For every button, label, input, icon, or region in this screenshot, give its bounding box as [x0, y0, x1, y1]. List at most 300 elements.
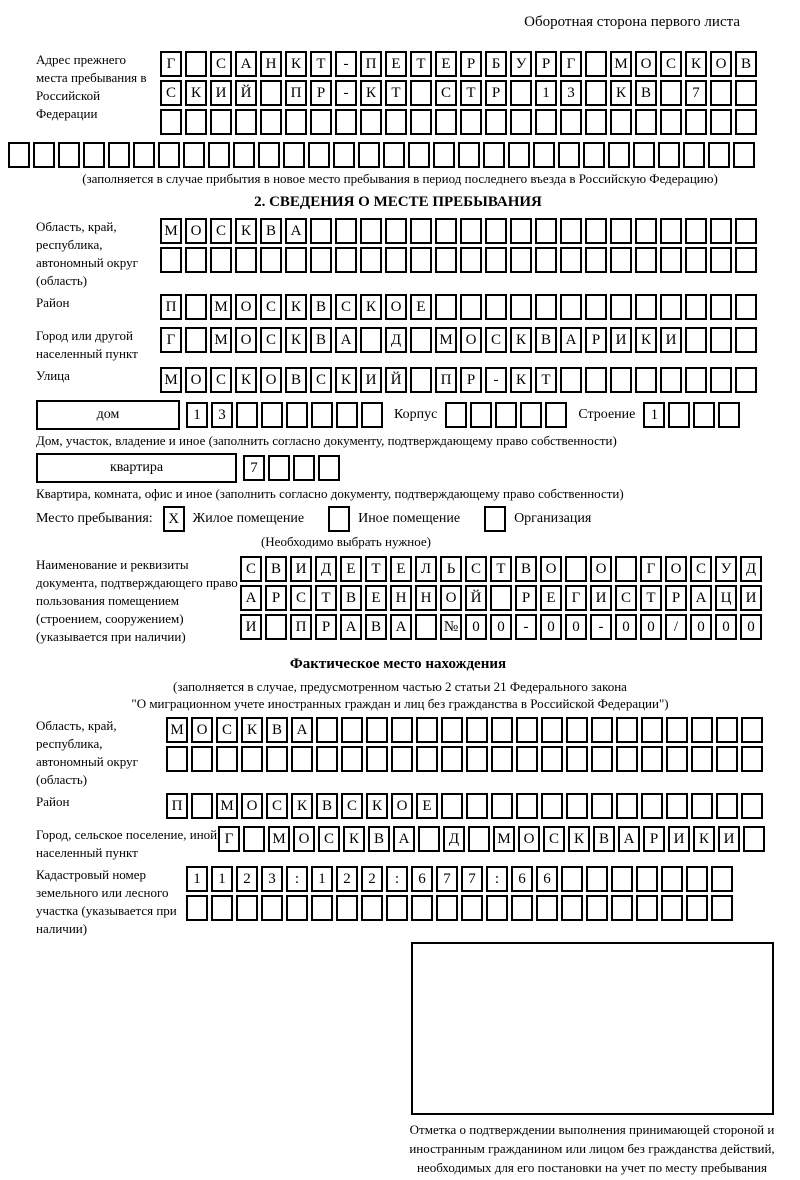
char-box	[490, 585, 512, 611]
field-cadastral	[36, 866, 760, 938]
char-box: С	[260, 294, 282, 320]
char-box	[391, 717, 413, 743]
char-box	[516, 717, 538, 743]
char-box	[510, 247, 532, 273]
char-box: 6	[536, 866, 558, 892]
char-box-row	[240, 556, 765, 582]
char-box	[360, 327, 382, 353]
char-box: Г	[560, 51, 582, 77]
char-box	[660, 109, 682, 135]
char-box: О	[590, 556, 612, 582]
char-box: Р	[515, 585, 537, 611]
char-box: О	[665, 556, 687, 582]
field-city	[36, 327, 760, 363]
char-box: 1	[643, 402, 665, 428]
char-box	[460, 294, 482, 320]
char-box	[8, 142, 30, 168]
cadastral-label: Кадастровый номер земельного или лесного участка (указывается при наличии)	[36, 867, 177, 936]
char-box: И	[660, 327, 682, 353]
char-box	[535, 247, 557, 273]
char-box	[486, 895, 508, 921]
char-box: 0	[715, 614, 737, 640]
char-box-row	[160, 80, 760, 106]
char-box	[691, 793, 713, 819]
char-box	[410, 80, 432, 106]
char-box: Ц	[715, 585, 737, 611]
char-box: Т	[385, 80, 407, 106]
char-box: 0	[540, 614, 562, 640]
char-box	[261, 895, 283, 921]
char-box: М	[493, 826, 515, 852]
char-box	[258, 142, 280, 168]
char-box	[610, 294, 632, 320]
char-box: М	[210, 294, 232, 320]
actual-region-label: Область, край, республика, автономный округ (область)	[36, 718, 138, 787]
char-box	[268, 455, 290, 481]
char-box: 0	[690, 614, 712, 640]
char-box: Б	[485, 51, 507, 77]
char-box: Е	[385, 51, 407, 77]
actual-location-note2: "О миграционном учете иностранных граждан и лиц без гражданства в Российской Федерации")	[131, 696, 669, 711]
char-box	[716, 717, 738, 743]
char-box: :	[386, 866, 408, 892]
char-box	[260, 109, 282, 135]
char-box	[585, 80, 607, 106]
char-box	[585, 109, 607, 135]
char-box: Г	[218, 826, 240, 852]
char-box	[191, 746, 213, 772]
char-box: В	[266, 717, 288, 743]
char-box	[560, 247, 582, 273]
stay-type-note: (Необходимо выбрать нужное)	[260, 534, 432, 549]
char-box: Е	[435, 51, 457, 77]
char-box: О	[440, 585, 462, 611]
char-box	[291, 746, 313, 772]
char-box: К	[366, 793, 388, 819]
char-box: 7	[243, 455, 265, 481]
actual-district-rows	[166, 793, 766, 822]
char-box	[236, 402, 258, 428]
char-box	[610, 367, 632, 393]
char-box	[335, 218, 357, 244]
char-box: О	[293, 826, 315, 852]
char-box	[266, 746, 288, 772]
char-box	[236, 895, 258, 921]
char-box	[416, 717, 438, 743]
char-box: А	[335, 327, 357, 353]
char-box	[741, 746, 763, 772]
char-box	[241, 746, 263, 772]
char-box	[586, 895, 608, 921]
usage-document-rows	[240, 556, 765, 646]
char-box: В	[340, 585, 362, 611]
char-box: А	[340, 614, 362, 640]
char-box: 1	[311, 866, 333, 892]
field-previous-address	[36, 51, 760, 138]
char-box: 3	[560, 80, 582, 106]
char-box	[408, 142, 430, 168]
char-box	[318, 455, 340, 481]
char-box	[316, 746, 338, 772]
char-box	[495, 402, 517, 428]
char-box: У	[715, 556, 737, 582]
char-box: К	[235, 367, 257, 393]
char-box	[735, 80, 757, 106]
district-label: Район	[36, 295, 70, 310]
actual-district-label: Район	[36, 794, 70, 809]
char-box	[491, 717, 513, 743]
char-box: Р	[460, 51, 482, 77]
char-box	[735, 218, 757, 244]
char-box: 1	[186, 402, 208, 428]
char-box: 2	[236, 866, 258, 892]
char-box: Р	[585, 327, 607, 353]
char-box: Е	[390, 556, 412, 582]
char-box: 1	[535, 80, 557, 106]
char-box: И	[590, 585, 612, 611]
char-box	[485, 247, 507, 273]
char-box: -	[485, 367, 507, 393]
checkbox-organization	[484, 506, 506, 532]
char-box	[265, 614, 287, 640]
char-box: 0	[740, 614, 762, 640]
char-box: Й	[385, 367, 407, 393]
char-box: П	[435, 367, 457, 393]
char-box: С	[318, 826, 340, 852]
char-box: Р	[485, 80, 507, 106]
char-box: К	[285, 51, 307, 77]
checkbox-residential: X	[163, 506, 185, 532]
char-box: Г	[160, 51, 182, 77]
char-box	[468, 826, 490, 852]
char-box: №	[440, 614, 462, 640]
char-box	[560, 109, 582, 135]
char-box: О	[518, 826, 540, 852]
char-box: И	[740, 585, 762, 611]
char-box	[416, 746, 438, 772]
char-box: И	[610, 327, 632, 353]
char-box: 0	[465, 614, 487, 640]
char-box: Т	[365, 556, 387, 582]
char-box	[410, 218, 432, 244]
char-box	[508, 142, 530, 168]
char-box	[686, 866, 708, 892]
char-box	[310, 247, 332, 273]
char-box: 6	[511, 866, 533, 892]
char-box: С	[160, 80, 182, 106]
house-type-box: дом	[36, 400, 180, 430]
char-box	[285, 247, 307, 273]
char-box	[741, 793, 763, 819]
char-box	[541, 717, 563, 743]
char-box-row	[166, 717, 766, 743]
char-box: С	[216, 717, 238, 743]
char-box	[535, 218, 557, 244]
field-district	[36, 294, 760, 323]
char-box	[410, 247, 432, 273]
char-box	[735, 247, 757, 273]
char-box-row	[186, 866, 760, 892]
char-box	[158, 142, 180, 168]
char-box	[235, 247, 257, 273]
char-box	[560, 218, 582, 244]
field-actual-region	[36, 717, 760, 789]
char-box	[83, 142, 105, 168]
char-box	[610, 218, 632, 244]
char-box	[636, 866, 658, 892]
char-box	[735, 294, 757, 320]
char-box	[661, 895, 683, 921]
char-box: 1	[211, 866, 233, 892]
char-box	[610, 109, 632, 135]
char-box	[410, 109, 432, 135]
char-box	[160, 247, 182, 273]
cadastral-rows	[186, 866, 760, 938]
char-box	[710, 218, 732, 244]
char-box	[566, 793, 588, 819]
char-box: О	[235, 294, 257, 320]
korpus-label: Корпус	[394, 407, 438, 422]
char-box: А	[235, 51, 257, 77]
char-box: 0	[640, 614, 662, 640]
char-box	[411, 895, 433, 921]
char-box: Т	[460, 80, 482, 106]
option-other-premises-label: Иное помещение	[358, 511, 461, 526]
char-box	[615, 556, 637, 582]
char-box	[711, 866, 733, 892]
char-box	[243, 826, 265, 852]
char-box	[466, 717, 488, 743]
district-rows	[160, 294, 760, 323]
char-box	[186, 895, 208, 921]
char-box	[316, 717, 338, 743]
char-box	[485, 109, 507, 135]
street-label: Улица	[36, 368, 70, 383]
char-box	[510, 218, 532, 244]
char-box	[435, 294, 457, 320]
char-box	[360, 247, 382, 273]
char-box	[185, 327, 207, 353]
char-box: Т	[310, 51, 332, 77]
char-box	[108, 142, 130, 168]
char-box	[660, 247, 682, 273]
char-box	[660, 367, 682, 393]
char-box	[510, 294, 532, 320]
char-box: К	[635, 327, 657, 353]
char-box: А	[393, 826, 415, 852]
field-apartment	[36, 453, 760, 483]
char-box: Г	[160, 327, 182, 353]
char-box	[711, 895, 733, 921]
char-box	[741, 717, 763, 743]
char-box: Р	[535, 51, 557, 77]
char-box: К	[335, 367, 357, 393]
char-box	[668, 402, 690, 428]
char-box	[535, 294, 557, 320]
char-box: -	[515, 614, 537, 640]
char-box: С	[435, 80, 457, 106]
char-box	[666, 746, 688, 772]
char-box: Т	[535, 367, 557, 393]
char-box	[610, 247, 632, 273]
char-box: Д	[740, 556, 762, 582]
char-box: Ь	[440, 556, 462, 582]
confirmation-mark-box	[411, 942, 774, 1115]
char-box	[666, 717, 688, 743]
house-number-row	[186, 402, 386, 428]
char-box	[361, 895, 383, 921]
char-box	[366, 717, 388, 743]
char-box	[211, 895, 233, 921]
char-box: М	[160, 367, 182, 393]
char-box: С	[615, 585, 637, 611]
field-region	[36, 218, 760, 290]
char-box: 7	[436, 866, 458, 892]
actual-region-rows	[166, 717, 766, 789]
char-box	[470, 402, 492, 428]
char-box	[710, 367, 732, 393]
char-box: И	[668, 826, 690, 852]
char-box	[585, 247, 607, 273]
char-box: К	[285, 294, 307, 320]
char-box: В	[285, 367, 307, 393]
char-box: С	[210, 51, 232, 77]
actual-city-rows	[218, 826, 768, 862]
char-box: О	[235, 327, 257, 353]
char-box	[445, 402, 467, 428]
char-box: О	[460, 327, 482, 353]
char-box	[516, 746, 538, 772]
char-box-row	[240, 585, 765, 611]
char-box	[341, 746, 363, 772]
char-box	[441, 793, 463, 819]
char-box	[520, 402, 542, 428]
char-box	[685, 367, 707, 393]
char-box	[635, 294, 657, 320]
char-box	[685, 327, 707, 353]
char-box	[386, 895, 408, 921]
char-box	[458, 142, 480, 168]
page-side-title: Оборотная сторона первого листа	[524, 14, 740, 30]
house-note: Дом, участок, владение и иное (заполнить согласно документу, подтверждающему право собственности)	[36, 433, 617, 448]
char-box	[441, 746, 463, 772]
char-box: М	[610, 51, 632, 77]
char-box: Р	[643, 826, 665, 852]
option-organization-label: Организация	[514, 511, 592, 526]
apartment-number-row	[243, 455, 343, 481]
char-box-row	[186, 895, 760, 921]
char-box	[691, 717, 713, 743]
char-box	[391, 746, 413, 772]
char-box	[58, 142, 80, 168]
char-box	[185, 247, 207, 273]
actual-location-note1: (заполняется в случае, предусмотренном частью 2 статьи 21 Федерального закона	[173, 679, 627, 694]
char-box: С	[341, 793, 363, 819]
char-box	[608, 142, 630, 168]
char-box: -	[590, 614, 612, 640]
char-box	[208, 142, 230, 168]
char-box: /	[665, 614, 687, 640]
char-box	[286, 895, 308, 921]
char-box: М	[160, 218, 182, 244]
char-box	[311, 402, 333, 428]
char-box	[660, 218, 682, 244]
char-box	[435, 218, 457, 244]
char-box	[460, 109, 482, 135]
stroenie-row	[643, 402, 743, 428]
char-box	[185, 294, 207, 320]
char-box: В	[316, 793, 338, 819]
char-box: С	[290, 585, 312, 611]
char-box	[735, 367, 757, 393]
checkbox-other-premises	[328, 506, 350, 532]
char-box: С	[485, 327, 507, 353]
korpus-row	[445, 402, 570, 428]
char-box	[261, 402, 283, 428]
char-box: Г	[640, 556, 662, 582]
char-box	[641, 717, 663, 743]
char-box	[585, 367, 607, 393]
apartment-type-box: квартира	[36, 453, 237, 483]
char-box	[536, 895, 558, 921]
char-box	[310, 109, 332, 135]
char-box	[566, 746, 588, 772]
char-box: В	[593, 826, 615, 852]
char-box	[633, 142, 655, 168]
char-box: С	[335, 294, 357, 320]
char-box	[733, 142, 755, 168]
char-box	[335, 109, 357, 135]
char-box: С	[210, 218, 232, 244]
char-box: К	[241, 717, 263, 743]
char-box	[533, 142, 555, 168]
char-box	[641, 746, 663, 772]
char-box	[660, 80, 682, 106]
char-box: 7	[461, 866, 483, 892]
char-box	[483, 142, 505, 168]
char-box: 3	[211, 402, 233, 428]
char-box	[336, 895, 358, 921]
char-box: А	[291, 717, 313, 743]
char-box	[383, 142, 405, 168]
previous-address-note: (заполняется в случае прибытия в новое место пребывания в период последнего въезда в Российскую Федерацию)	[82, 171, 718, 186]
char-box-row	[166, 746, 766, 772]
char-box	[310, 218, 332, 244]
confirmation-caption: Отметка о подтверждении выполнения принимающей стороной и иностранным гражданином или лицом без гражданства действий, необходимых для его постановки на учет по месту пребывания	[409, 1122, 775, 1175]
char-box	[133, 142, 155, 168]
char-box	[635, 218, 657, 244]
char-box: А	[240, 585, 262, 611]
region-rows	[160, 218, 760, 290]
char-box	[308, 142, 330, 168]
char-box: Д	[443, 826, 465, 852]
char-box: -	[335, 80, 357, 106]
char-box: П	[360, 51, 382, 77]
char-box-row	[160, 109, 760, 135]
char-box	[611, 895, 633, 921]
char-box: Е	[340, 556, 362, 582]
char-box	[735, 109, 757, 135]
char-box: О	[185, 367, 207, 393]
char-box	[216, 746, 238, 772]
char-box	[511, 895, 533, 921]
char-box: -	[335, 51, 357, 77]
field-street	[36, 367, 760, 396]
field-usage-document	[36, 556, 760, 646]
char-box: Н	[415, 585, 437, 611]
char-box: В	[310, 294, 332, 320]
char-box: Е	[410, 294, 432, 320]
